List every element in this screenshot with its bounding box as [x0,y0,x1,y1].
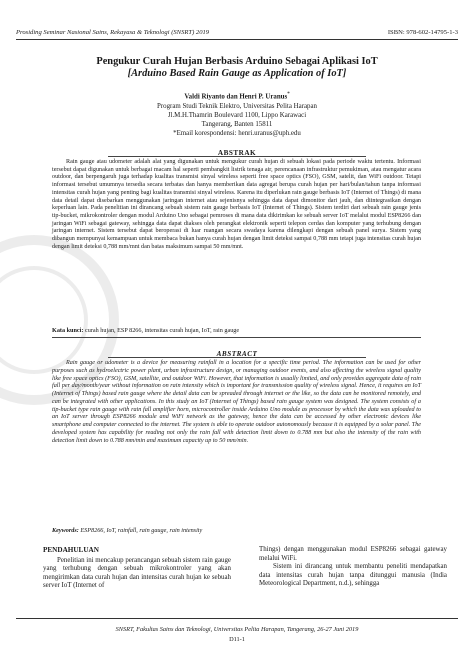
intro-paragraph: Penelitian ini mencakup perancangan sebuah sistem rain gauge yang terhubung dengan sebuah mikrokontroler yang akan mengirimkan data curah hujan dan intensitas curah hujan ke sebuah server IoT (Internet of [43,556,231,590]
abstrak-heading: ABSTRAK [217,149,257,157]
kata-kunci-values: curah hujan, ESP 8266, intensitas curah hujan, IoT, rain gauge [85,327,240,334]
section-heading-pendahuluan: PENDAHULUAN [43,546,99,554]
keywords-english [52,527,421,534]
address-line: Jl.M.H.Thamrin Boulevard 1100, Lippo Karawaci [167,111,307,119]
abstract-text: Rain gauge or udometer is a device for measuring rainfall in a location for a specific time period. The information can be used for other purposes such as hydroelectric power plant, urban infrastructure design, or managing outdoor events, and also affecting the wireless signal quality like free space optics (FSO), GSM, satellite, and outdoor WiFi. However, that information is usually limited, and only provides aggregate data of rain fall per day/month/year without information on rain intensity which is important for transmission quality of wireless signal. Hence, it requires an IoT (Internet of Things) based rain gauge where the detail data can be spreaded through internet or the like, so the data can be monitored remotely, and can be integrated with other applications. In this study an IoT (Internet of Things) based rain gauge system was designed. The system consists of a tip-bucket type rain gauge with rain fall amplifier horn, microcontroller inside Arduino Uno module as processor by which the data was uploaded to an IoT server through ESP8266 module and WiFi network as the gateway, hence the data can be accessed by other electronic devices like smartphone and computer connected to the internet. The system is able to operate outdoor autonomously because it is equipped by a solar panel. The developed system has capability for reading not only the rain fall with detection limit down to 0.788 mm but also the intensity of the rain with detection limit down to 0.788 mm/min and maximum capacity up to 50 mm/min. [52,360,421,444]
second-paragraph: Sistem ini dirancang untuk membantu peneliti mendapatkan data intensitas curah hujan tanpa ditunggui manusia (India Meteorological Department, n.d.), sehingga [259,563,447,588]
footer-event: SNSRT, Fakultas Sains dan Teknologi, Universitas Pelita Harapan, Tangerang, 26-27 Juni 2019 [115,626,359,633]
body-column-right [259,546,447,589]
correspondence-email: *Email korespondensi: henri.uranus@uph.edu [173,130,301,138]
page-number: D11-1 [229,636,245,643]
kata-kunci-label: Kata kunci: [52,327,84,334]
footer-divider [16,618,458,619]
abstrak-text: Rain gauge atau udometer adalah alat yang digunakan untuk mengukur curah hujan di sebuah lokasi pada periode waktu tertentu. Informasi tersebut dapat digunakan untuk berbagai macam hal seperti pembangkit listrik tenaga air, perencanaan infrastruktur pemukiman, atau mengatur acara outdoor, dan berpengaruh juga terhadap kualitas transmisi sinyal wireless seperti free space optics (FSO), GSM, satelit, dan WiFi outdoor. Tetapi informasi tersebut umumnya tersedia secara terbatas dan hanya memberikan data agregat berupa curah hujan per hari/bulan/tahun tanpa informasi intensitas curah hujan yang penting bagi kualitas transmisi sinyal wireless. Karena itu diperlukan rain gauge berbasis IoT (Internet of Things) di mana data detail dapat disebarkan menggunakan jaringan internet atau sejenisnya sehingga data dapat dimonitor dari jauh, dan diintegrasikan dengan keperluan lain. Pada penelitian ini dirancang sebuah sistem rain gauge berbasis IoT (Internet of Things). Sistem terdiri dari sebuah rain gauge jenis tip-bucket, mikrokontroler dengan modul Arduino Uno sebagai pemroses di mana data dikirimkan ke sebuah server IoT melalui modul ESP8266 dan jaringan WiFi sebagai gateway, sehingga data dapat diakses oleh perangkat elektronik seperti telepon cerdas dan komputer yang terhubung dengan jaringan internet. Sistem tersebut dapat beroperasi di luar ruangan secara swadaya karena dilengkapi dengan sebuah panel surya. Sistem yang dibangun mempunyai kemampuan untuk membaca bukan hanya curah hujan dengan limit deteksi sampai 0,788 mm tetapi juga intensitas curah hujan dengan limit deteksi 0,788 mm/mnt dan batas maksimum sampai 50 mm/mnt. [52,159,421,250]
header-divider [16,39,458,40]
abstract-divider [108,357,366,358]
body-column-left [43,546,231,591]
intro-paragraph-continued: Things) dengan menggunakan modul ESP8266 sebagai gateway melalui WiFi. [259,546,447,562]
affiliation-line: Program Studi Teknik Elektro, Universitas Pelita Harapan [157,102,317,110]
keywords-label: Keywords: [52,527,79,534]
keywords-values: ESP8266, IoT, rainfall, rain gauge, rain intensity [80,527,203,534]
keywords-divider [52,337,421,338]
abstrak-divider [108,156,366,157]
isbn-number: ISBN: 978-602-14795-1-3 [387,29,458,36]
author-block [40,90,434,138]
title-english: [Arduino Based Rain Gauge as Application of IoT] [127,68,347,79]
abstract-heading: ABSTRACT [216,350,258,358]
title-indonesian: Pengukur Curah Hujan Berbasis Arduino Sebagai Aplikasi IoT [96,56,378,67]
city-line: Tangerang, Banten 15811 [201,120,273,128]
paper-title [40,56,434,80]
running-header [16,29,458,36]
proceedings-name: Prosiding Seminar Nasional Sains, Rekayasa & Teknologi (SNSRT) 2019 [16,29,210,36]
kata-kunci [52,327,421,334]
author-names: Valdi Riyanto dan Henri P. Uranus* [184,92,290,101]
